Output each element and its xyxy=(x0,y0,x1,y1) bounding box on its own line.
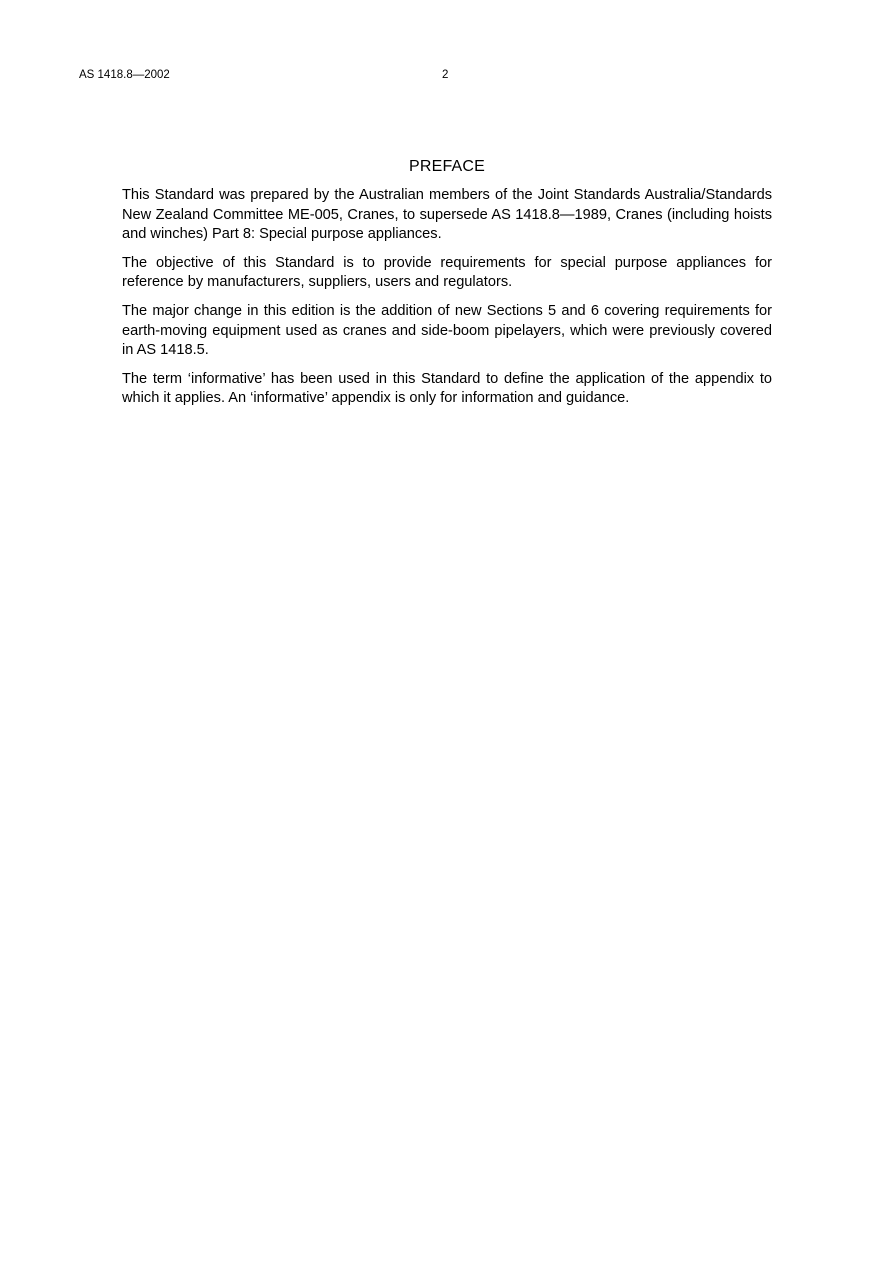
preface-paragraph-2: The objective of this Standard is to provide requirements for special purpose appliances for reference by manufacturers, suppliers, users and regulators. xyxy=(122,254,772,291)
preface-paragraph-3: The major change in this edition is the addition of new Sections 5 and 6 covering requirements for earth-moving equipment used as cranes and side-boom pipelayers, which were previously covered in AS 1418.5. xyxy=(122,302,772,359)
preface-paragraph-4: The term ‘informative’ has been used in this Standard to define the application of the appendix to which it applies. An ‘informative’ appendix is only for information and guidance. xyxy=(122,370,772,407)
document-id: AS 1418.8—2002 xyxy=(79,69,170,81)
preface-title: PREFACE xyxy=(408,158,486,175)
page-number: 2 xyxy=(442,69,449,81)
preface-paragraph-1: This Standard was prepared by the Australian members of the Joint Standards Australia/Standards New Zealand Committee ME-005, Cranes, to supersede AS 1418.8—1989, Cranes (including hoists and winches) Part 8: Special purpose appliances. xyxy=(122,187,772,243)
preface-section xyxy=(122,157,772,418)
